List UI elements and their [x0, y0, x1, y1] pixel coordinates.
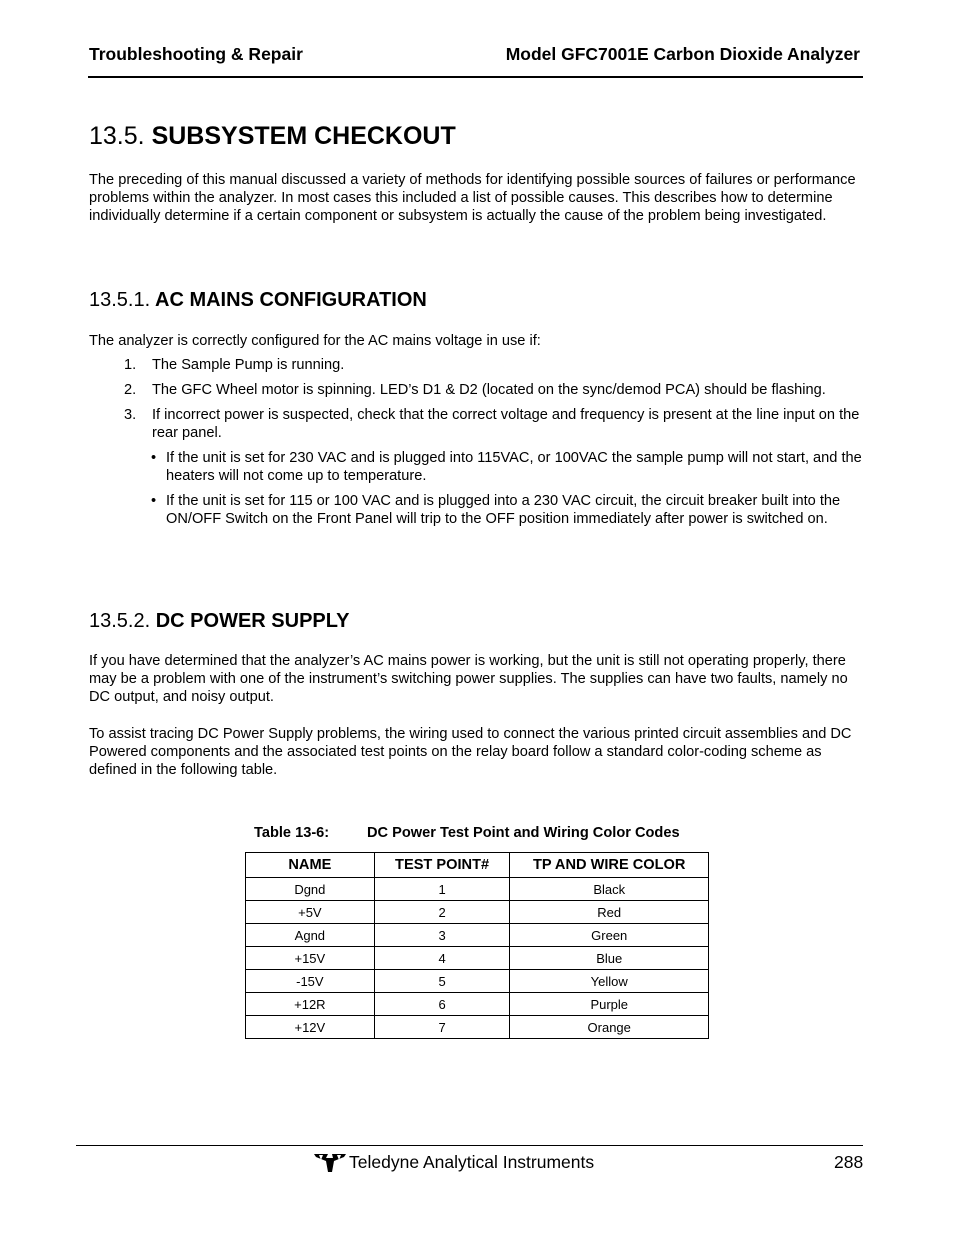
footer-company: Teledyne Analytical Instruments	[349, 1152, 595, 1172]
bullet-item	[89, 449, 869, 485]
cell-name: +5V	[246, 901, 375, 924]
ac-mains-number: 13.5.1.	[89, 289, 151, 311]
list-item	[89, 406, 869, 442]
table-row	[246, 970, 709, 993]
dc-power-paragraph-1: If you have determined that the analyzer’s AC mains power is working, but the unit is still not operating properly, there may be a problem with one of the instrument’s switching power supplies. The supplies can have two faults, namely no DC output, and noisy output.	[89, 653, 848, 705]
dc-power-title: DC POWER SUPPLY	[155, 610, 350, 632]
dc-power-table	[245, 852, 709, 1039]
cell-color: Red	[510, 901, 709, 924]
list-item-text: The GFC Wheel motor is spinning. LED’s D1 & D2 (located on the sync/demod PCA) should be flashing.	[152, 382, 826, 398]
cell-name: Agnd	[246, 924, 375, 947]
list-item-number: 3.	[124, 407, 137, 423]
table-caption-title: DC Power Test Point and Wiring Color Codes	[367, 825, 680, 841]
dc-power-heading	[89, 610, 349, 633]
table-row	[246, 1016, 709, 1039]
list-item-text: If incorrect power is suspected, check that the correct voltage and frequency is present at the line input on the rear panel.	[152, 407, 860, 441]
header-section-title: Troubleshooting & Repair	[89, 44, 303, 64]
list-item	[89, 356, 869, 374]
table-row	[246, 993, 709, 1016]
bullet-icon: •	[151, 450, 157, 466]
cell-color: Purple	[510, 993, 709, 1016]
cell-test-point: 1	[374, 878, 510, 901]
bullet-text: If the unit is set for 115 or 100 VAC and is plugged into a 230 VAC circuit, the circuit breaker built into the ON/OFF Switch on the Front Panel will trip to the OFF position immediately after power is switched on.	[166, 493, 841, 527]
bullet-text: If the unit is set for 230 VAC and is plugged into 115VAC, or 100VAC the sample pump will not start, and the heaters will not come up to temperature.	[166, 450, 862, 484]
table-header-row	[246, 853, 709, 878]
bullet-icon: •	[151, 493, 157, 509]
cell-color: Yellow	[510, 970, 709, 993]
header-rule	[88, 76, 863, 78]
cell-test-point: 3	[374, 924, 510, 947]
table-row	[246, 924, 709, 947]
section-intro: The preceding of this manual discussed a variety of methods for identifying possible sources of failures or performance problems within the analyzer. In most cases this included a list of possible causes. This describes how to determine individually determine if a certain component or subsystem is actually the cause of the problem being investigated.	[89, 172, 856, 224]
cell-name: +12R	[246, 993, 375, 1016]
column-header-name: NAME	[246, 853, 375, 878]
cell-test-point: 4	[374, 947, 510, 970]
table-row	[246, 901, 709, 924]
list-item-number: 2.	[124, 382, 137, 398]
section-number: 13.5.	[89, 122, 145, 150]
cell-test-point: 7	[374, 1016, 510, 1039]
section-title: SUBSYSTEM CHECKOUT	[151, 122, 456, 150]
list-item-number: 1.	[124, 357, 137, 373]
column-header-test-point: TEST POINT#	[374, 853, 510, 878]
cell-test-point: 6	[374, 993, 510, 1016]
cell-test-point: 5	[374, 970, 510, 993]
cell-color: Green	[510, 924, 709, 947]
bullet-item	[89, 492, 869, 528]
cell-color: Orange	[510, 1016, 709, 1039]
section-heading	[89, 122, 456, 151]
cell-color: Black	[510, 878, 709, 901]
cell-name: -15V	[246, 970, 375, 993]
table-caption-label: Table 13-6:	[254, 825, 330, 841]
dc-power-number: 13.5.2.	[89, 610, 151, 632]
cell-name: +15V	[246, 947, 375, 970]
cell-name: Dgnd	[246, 878, 375, 901]
header-document-title: Model GFC7001E Carbon Dioxide Analyzer	[505, 44, 860, 64]
footer-rule	[76, 1145, 863, 1146]
table-caption	[254, 825, 680, 841]
dc-power-paragraph-2: To assist tracing DC Power Supply problems, the wiring used to connect the various printed circuit assemblies and DC Powered components and the associated test points on the relay board follow a standard color-coding scheme as defined in the following table.	[89, 726, 852, 778]
table-row	[246, 947, 709, 970]
list-item	[89, 381, 869, 399]
teledyne-logo-icon	[313, 1151, 347, 1178]
table-row	[246, 878, 709, 901]
column-header-wire-color: TP AND WIRE COLOR	[510, 853, 709, 878]
cell-test-point: 2	[374, 901, 510, 924]
cell-color: Blue	[510, 947, 709, 970]
ac-mains-list	[89, 356, 869, 535]
cell-name: +12V	[246, 1016, 375, 1039]
page-number: 288	[834, 1152, 864, 1172]
ac-mains-title: AC MAINS CONFIGURATION	[155, 289, 427, 311]
ac-mains-heading	[89, 289, 427, 312]
ac-mains-lead: The analyzer is correctly configured for the AC mains voltage in use if:	[89, 333, 541, 349]
list-item-text: The Sample Pump is running.	[152, 357, 345, 373]
